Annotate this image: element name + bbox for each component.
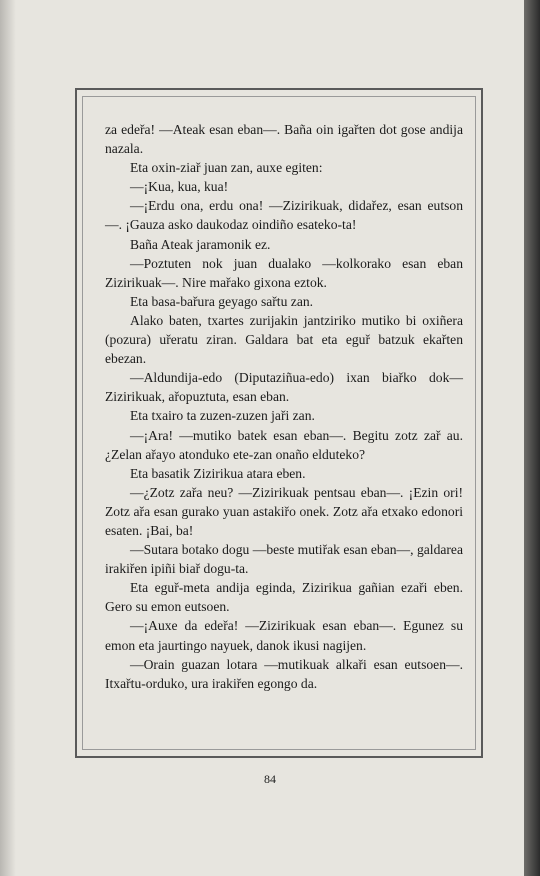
paragraph: —¡Erdu ona, erdu ona! —Zizirikuak, didařez, esan eutson—. ¡Gauza asko daukodaz oindiño esateko-ta! [105,198,463,233]
body-text [105,120,463,693]
paragraph: Alako baten, txartes zurijakin jantziriko mutiko bi oxiñera (pozura) uřeratu ziran. Galdara bat eta eguř batzuk ekařten ebezan. [105,312,463,367]
paragraph: Eta basatik Zizirikua atara eben. [130,465,306,481]
paragraph: —Sutara botako dogu —beste mutiřak esan eban—, galdarea irakiřen ipiñi biař dogu-ta. [105,542,463,577]
paragraph: —¿Zotz zařa neu? —Zizirikuak pentsau eban—. ¡Ezin ori! Zotz ařa esan gurako yuan astakiřo onek. Zotz ařa etxako edonori esaten. ¡Bai, ba! [105,484,463,538]
paragraph: Eta txairo ta zuzen-zuzen jaři zan. [130,408,315,424]
spine-shadow [0,0,16,876]
paragraph: Eta basa-bařura geyago sařtu zan. [130,293,314,309]
paragraph: —¡Kua, kua, kua! [130,179,229,195]
paragraph: —Poztuten nok juan dualako —kolkorako esan eban Zizirikuak—. Nire mařako gixona eztok. [105,255,463,290]
page-edge [524,0,540,876]
paragraph: Baña Ateak jaramonik ez. [130,236,271,252]
paragraph: —¡Ara! —mutiko batek esan eban—. Begitu zotz zař au. ¿Zelan ařayo atonduko ete-zan onaño elduteko? [105,427,463,462]
paragraph: —¡Auxe da edeřa! —Zizirikuak esan eban—. Egunez su emon eta jaurtingo nayuek, danok ikusi nagijen. [105,618,463,653]
paragraph: Eta eguř-meta andija eginda, Zizirikua gañian ezaři eben. Gero su emon eutsoen. [105,580,463,615]
page-number: 84 [264,772,276,786]
paragraph: —Orain guazan lotara —mutikuak alkaři esan eutsoen—. Itxařtu-orduko, ura irakiřen egongo da. [105,656,463,691]
paragraph: —Aldundija-edo (Diputaziñua-edo) ixan biařko dok— Zizirikuak, ařopuztuta, esan eban. [105,370,463,405]
paragraph: Eta oxin-ziař juan zan, auxe egiten: [130,160,323,176]
paragraph: za edeřa! —Ateak esan eban—. Baña oin igařten dot gose andija nazala. [105,122,463,157]
